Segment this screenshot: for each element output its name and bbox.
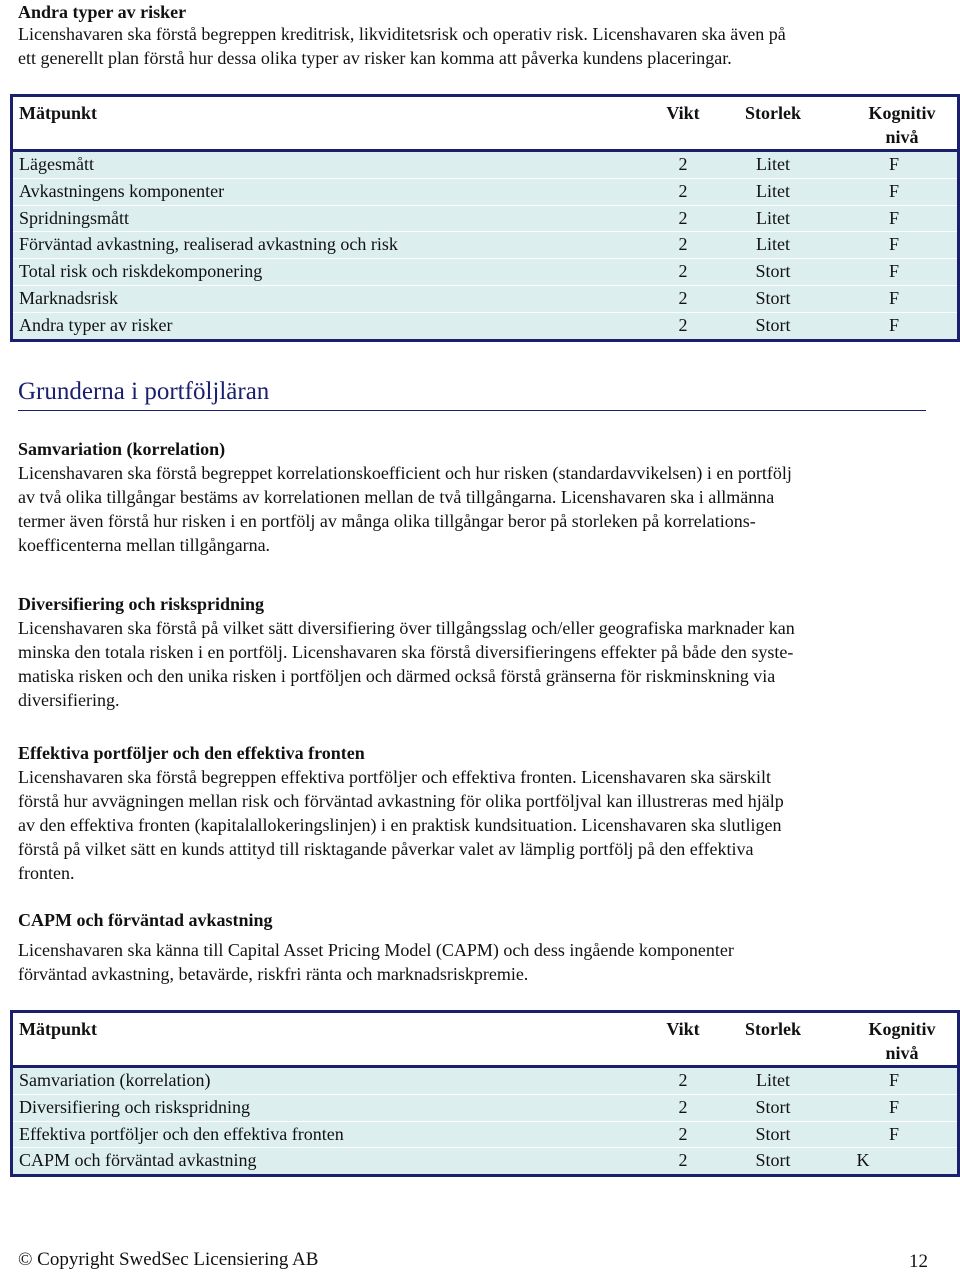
table-row <box>13 231 957 258</box>
table-row <box>13 312 957 339</box>
section-title: Grunderna i portföljläran <box>18 378 270 405</box>
body-line: matiska risken och den unika risken i portföljen och därmed också förstå gränserna för riskminskning via <box>18 666 776 686</box>
cell-vikt: 2 <box>678 261 688 282</box>
cell-matpunkt: Samvariation (korrelation) <box>19 1070 211 1090</box>
body-line: förstå hur avvägningen mellan risk och förväntad avkastning för olika portföljval kan illustreras med hjälp <box>18 791 784 811</box>
table-row <box>13 1065 957 1094</box>
table-header <box>13 97 957 149</box>
table-row <box>13 285 957 312</box>
cell-kognitiv: F <box>888 234 899 255</box>
cell-storlek: Stort <box>755 314 791 335</box>
header-kognitiv-niva <box>839 1017 960 1065</box>
body-line: förväntad avkastning, betavärde, riskfri ränta och marknadsriskpremie. <box>18 964 529 984</box>
cell-kognitiv: F <box>888 1070 899 1090</box>
cell-matpunkt: Lägesmått <box>19 154 94 174</box>
header-kognitiv-niva <box>839 101 960 149</box>
cell-kognitiv: F <box>888 1096 899 1117</box>
table-row <box>13 1121 957 1148</box>
body-line: förstå på vilket sätt en kunds attityd till risktagande påverkar valet av lämplig portfölj på den effektiva <box>18 839 754 859</box>
table-row <box>13 1094 957 1121</box>
cell-storlek: Stort <box>755 1123 791 1144</box>
cell-matpunkt: Marknadsrisk <box>19 287 118 308</box>
intro-line: Licenshavaren ska förstå begreppen kreditrisk, likviditetsrisk och operativ risk. Licenshavaren ska även på <box>18 24 786 44</box>
cell-vikt: 2 <box>678 1070 688 1090</box>
subsection-heading: Diversifiering och riskspridning <box>18 594 265 614</box>
subsection-samvariation <box>18 437 926 557</box>
cell-kognitiv: F <box>888 287 899 308</box>
cell-storlek: Stort <box>755 261 791 282</box>
cell-vikt: 2 <box>678 287 688 308</box>
cell-kognitiv: K <box>856 1150 870 1171</box>
intro-heading: Andra typer av risker <box>18 2 187 22</box>
intro-paragraph <box>18 22 926 70</box>
cell-storlek: Stort <box>755 1150 791 1171</box>
cell-vikt: 2 <box>678 1150 688 1171</box>
cell-kognitiv: F <box>888 261 899 282</box>
section-divider <box>18 410 926 411</box>
measurement-table-2 <box>10 1010 960 1177</box>
header-storlek: Storlek <box>745 1019 801 1039</box>
header-kognitiv: Kognitiv <box>868 103 936 123</box>
cell-kognitiv: F <box>888 207 899 228</box>
cell-storlek: Litet <box>756 154 790 174</box>
subsection-diversifiering <box>18 592 926 712</box>
cell-storlek: Litet <box>756 207 790 228</box>
page-number: 12 <box>909 1251 928 1272</box>
table-row <box>13 258 957 285</box>
header-matpunkt: Mätpunkt <box>19 103 98 123</box>
subsection-heading: CAPM och förväntad avkastning <box>18 910 273 930</box>
cell-matpunkt: Effektiva portföljer och den effektiva fronten <box>19 1123 344 1144</box>
cell-matpunkt: Andra typer av risker <box>19 314 173 335</box>
cell-matpunkt: Diversifiering och riskspridning <box>19 1096 250 1117</box>
body-line: av den effektiva fronten (kapitalallokeringslinjen) i en praktisk kundsituation. Licenshavaren ska slutligen <box>18 815 782 835</box>
cell-storlek: Stort <box>755 1096 791 1117</box>
body-line: diversifiering. <box>18 690 120 710</box>
cell-matpunkt: Förväntad avkastning, realiserad avkastning och risk <box>19 234 398 255</box>
cell-vikt: 2 <box>678 314 688 335</box>
cell-vikt: 2 <box>678 1123 688 1144</box>
subsection-heading: Effektiva portföljer och den effektiva fronten <box>18 743 365 763</box>
cell-vikt: 2 <box>678 1096 688 1117</box>
body-line: Licenshavaren ska förstå på vilket sätt diversifiering över tillgångsslag och/eller geografiska marknader kan <box>18 618 795 638</box>
table-row <box>13 205 957 232</box>
body-line: fronten. <box>18 863 75 883</box>
table-row <box>13 149 957 178</box>
copyright: © Copyright SwedSec Licensiering AB <box>18 1249 319 1270</box>
intro-line: ett generellt plan förstå hur dessa olika typer av risker kan komma att påverka kundens placeringar. <box>18 48 732 68</box>
cell-kognitiv: F <box>888 154 899 174</box>
header-kognitiv: Kognitiv <box>868 1019 936 1039</box>
body-line: koefficenterna mellan tillgångarna. <box>18 535 271 555</box>
cell-vikt: 2 <box>678 154 688 174</box>
body-line: minska den totala risken i en portfölj. Licenshavaren ska förstå diversifieringens effekter på både den syste- <box>18 642 794 662</box>
cell-vikt: 2 <box>678 180 688 201</box>
measurement-table-1 <box>10 94 960 342</box>
cell-matpunkt: Avkastningens komponenter <box>19 180 225 201</box>
body-line: av två olika tillgångar bestäms av korrelationen mellan de två tillgångarna. Licenshavaren ska i allmänna <box>18 487 775 507</box>
body-line: termer även förstå hur risken i en portfölj av många olika tillgångar beror på storleken på korrelations- <box>18 511 756 531</box>
header-vikt: Vikt <box>666 1019 700 1039</box>
cell-vikt: 2 <box>678 207 688 228</box>
cell-storlek: Litet <box>756 1070 790 1090</box>
cell-storlek: Litet <box>756 234 790 255</box>
header-vikt: Vikt <box>666 103 700 123</box>
subsection-heading: Samvariation (korrelation) <box>18 439 226 459</box>
table-header <box>13 1013 957 1065</box>
header-matpunkt: Mätpunkt <box>19 1019 98 1039</box>
cell-kognitiv: F <box>888 314 899 335</box>
table-row <box>13 178 957 205</box>
cell-matpunkt: Total risk och riskdekomponering <box>19 261 263 282</box>
subsection-effektiva-portfoljer <box>18 741 926 885</box>
body-line: Licenshavaren ska känna till Capital Asset Pricing Model (CAPM) och dess ingående komponenter <box>18 940 734 960</box>
cell-kognitiv: F <box>888 180 899 201</box>
table-row <box>13 1147 957 1174</box>
cell-storlek: Stort <box>755 287 791 308</box>
body-line: Licenshavaren ska förstå begreppet korrelationskoefficient och hur risken (standardavvikelsen) i en portfölj <box>18 463 792 483</box>
cell-kognitiv: F <box>888 1123 899 1144</box>
header-storlek: Storlek <box>745 103 801 123</box>
cell-matpunkt: CAPM och förväntad avkastning <box>19 1150 257 1171</box>
subsection-capm <box>18 908 926 986</box>
cell-matpunkt: Spridningsmått <box>19 207 130 228</box>
body-line: Licenshavaren ska förstå begreppen effektiva portföljer och effektiva fronten. Licenshavaren ska särskilt <box>18 767 772 787</box>
header-niva: nivå <box>885 1043 919 1063</box>
header-niva: nivå <box>885 127 919 147</box>
cell-vikt: 2 <box>678 234 688 255</box>
cell-storlek: Litet <box>756 180 790 201</box>
